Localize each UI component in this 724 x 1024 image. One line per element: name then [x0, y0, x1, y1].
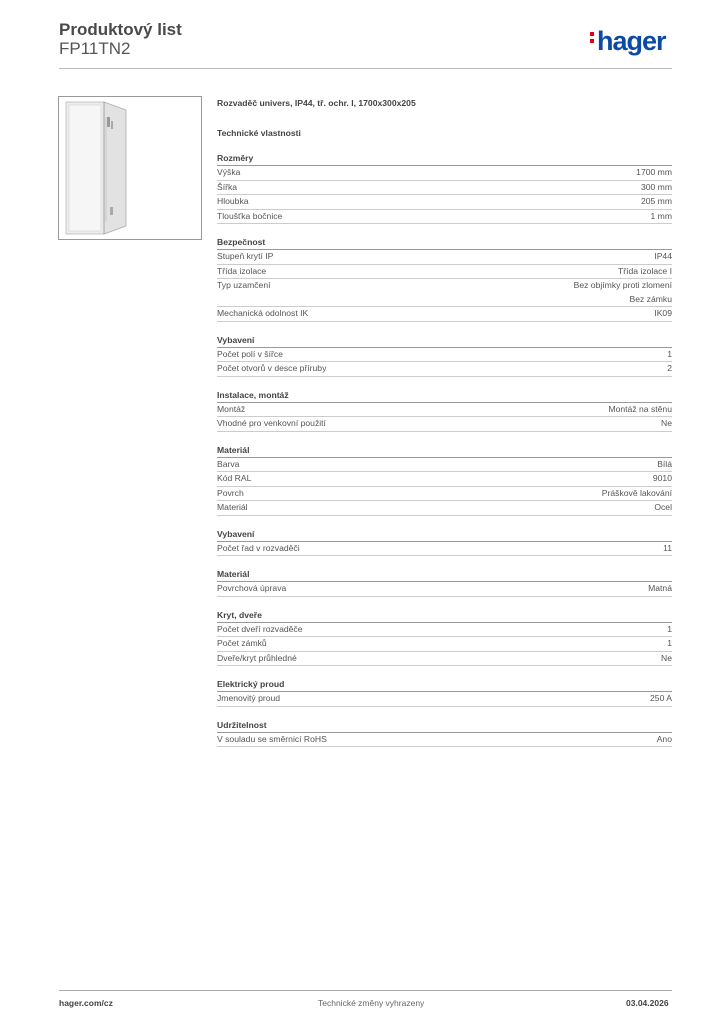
footer-date: 03.04.2026: [626, 998, 669, 1008]
spec-label: Šířka: [217, 181, 238, 192]
spec-value: [648, 582, 672, 596]
spec-section: [217, 388, 672, 432]
footer-website: hager.com/cz: [59, 998, 113, 1008]
spec-section: [217, 718, 672, 748]
spec-value: [641, 195, 672, 209]
spec-section: [217, 235, 672, 322]
spec-sheet: [217, 96, 672, 747]
spec-label: Typ uzamčení: [217, 280, 271, 290]
spec-label: Počet otvorů v desce příruby: [217, 363, 327, 373]
spec-row: [217, 181, 672, 196]
spec-row: [217, 250, 672, 265]
product-code: FP11TN2: [59, 39, 131, 58]
spec-row: [217, 210, 672, 225]
spec-value-line: 1: [667, 623, 672, 634]
spec-value: [657, 733, 672, 747]
page-title: Produktový list: [59, 20, 182, 39]
spec-value: [667, 348, 672, 362]
spec-row: [217, 637, 672, 652]
spec-section: [217, 151, 672, 224]
spec-row: [217, 307, 672, 322]
spec-label: Hloubka: [217, 196, 249, 206]
spec-value-line: Ocel: [654, 502, 672, 512]
spec-value: [667, 623, 672, 637]
spec-value: [618, 265, 672, 279]
spec-value-line: IK09: [654, 308, 672, 318]
spec-section: [217, 333, 672, 377]
section-title: Vybavení: [217, 527, 672, 542]
spec-section: [217, 567, 672, 597]
spec-row: [217, 265, 672, 280]
spec-value: [654, 250, 672, 264]
spec-value-line: Ne: [661, 652, 672, 663]
spec-section: [217, 443, 672, 516]
spec-section: [217, 677, 672, 707]
section-title: Vybavení: [217, 333, 672, 348]
spec-label: Kód RAL: [217, 473, 252, 483]
spec-value: [641, 181, 672, 195]
enclosure-cabinet-icon: [59, 97, 201, 239]
spec-label: Počet dveří rozvaděče: [217, 623, 303, 634]
spec-value-line: 1 mm: [650, 210, 672, 221]
spec-value-line: 250 A: [650, 693, 672, 703]
spec-label: Třída izolace: [217, 265, 267, 276]
spec-label: Počet řad v rozvaděči: [217, 542, 300, 553]
spec-row: [217, 582, 672, 597]
spec-row: [217, 166, 672, 181]
spec-value: [663, 542, 672, 556]
spec-value: [653, 472, 672, 486]
spec-value: [608, 403, 672, 417]
section-title: Materiál: [217, 443, 672, 458]
spec-value-line: Montáž na stěnu: [608, 403, 672, 414]
spec-row: [217, 403, 672, 418]
spec-value-line: 1: [667, 638, 672, 648]
spec-row: [217, 195, 672, 210]
spec-row: [217, 733, 672, 748]
hager-logo: [590, 26, 666, 57]
spec-section: [217, 608, 672, 667]
spec-value: [602, 487, 672, 501]
spec-label: Jmenovitý proud: [217, 693, 281, 703]
section-title: Instalace, montáž: [217, 388, 672, 403]
spec-value-line: 1700 mm: [636, 167, 672, 177]
spec-value: [657, 458, 672, 472]
technical-properties-heading: Technické vlastnosti: [217, 128, 301, 138]
spec-value: [654, 501, 672, 515]
spec-label: Počet polí v šířce: [217, 348, 283, 359]
spec-section: [217, 527, 672, 557]
spec-row: [217, 472, 672, 487]
spec-row: [217, 348, 672, 363]
spec-row: [217, 487, 672, 502]
section-title: Bezpečnost: [217, 235, 672, 250]
spec-label: Počet zámků: [217, 638, 267, 648]
spec-value: [636, 166, 672, 180]
spec-row: [217, 623, 672, 638]
logo-text: hager: [597, 26, 666, 56]
logo-dots-icon: [590, 26, 595, 46]
spec-value: [667, 362, 672, 376]
spec-label: Tloušťka bočnice: [217, 210, 283, 221]
product-image: [58, 96, 202, 240]
header-divider: [59, 68, 672, 69]
spec-row: [217, 458, 672, 473]
section-title: Rozměry: [217, 151, 672, 166]
section-title: Udržitelnost: [217, 718, 672, 733]
spec-value-line: 9010: [652, 473, 672, 483]
spec-label: Povrchová úprava: [217, 583, 287, 593]
spec-row: [217, 652, 672, 667]
section-title: Materiál: [217, 567, 672, 582]
spec-label: Výška: [217, 167, 241, 177]
spec-value-line: Ano: [656, 733, 672, 744]
spec-value: [661, 417, 672, 431]
spec-label: Stupeň krytí IP: [217, 251, 274, 261]
spec-value-line: Bez zámku: [629, 293, 672, 304]
spec-value-line: 2: [667, 363, 672, 373]
spec-value: [650, 692, 672, 706]
section-title: Elektrický proud: [217, 677, 672, 692]
spec-value: [654, 307, 672, 321]
footer-note: Technické změny vyhrazeny: [318, 998, 425, 1008]
footer-divider: [59, 990, 672, 991]
spec-value: [651, 210, 672, 224]
spec-row: [217, 417, 672, 432]
section-title: Kryt, dveře: [217, 608, 672, 623]
spec-row: [217, 279, 672, 307]
spec-label: Mechanická odolnost IK: [217, 308, 309, 318]
spec-value: [661, 652, 672, 666]
spec-value: [574, 279, 672, 306]
spec-value-line: Bílá: [657, 458, 672, 469]
spec-row: [217, 542, 672, 557]
product-name: Rozvaděč univers, IP44, tř. ochr. I, 1700x300x205: [217, 98, 416, 108]
spec-row: [217, 501, 672, 516]
spec-value-line: 205 mm: [640, 196, 672, 206]
spec-row: [217, 362, 672, 377]
spec-sections: [217, 151, 672, 747]
spec-label: Montáž: [217, 403, 246, 414]
spec-label: Barva: [217, 458, 240, 469]
spec-value-line: Práškově lakování: [601, 487, 672, 498]
spec-label: Materiál: [217, 502, 248, 512]
spec-value-line: Matná: [648, 583, 672, 593]
spec-value-line: Bez objímky proti zlomení: [573, 280, 672, 290]
spec-label: Vhodné pro venkovní použití: [217, 418, 326, 428]
spec-label: V souladu se směrnicí RoHS: [217, 733, 327, 744]
spec-label: Povrch: [217, 487, 244, 498]
spec-value-line: Třída izolace I: [618, 265, 672, 276]
spec-label: Dveře/kryt průhledné: [217, 652, 297, 663]
spec-value-line: 11: [663, 542, 672, 553]
spec-value-line: IP44: [654, 251, 672, 261]
spec-value-line: Ne: [661, 418, 672, 428]
spec-value: [667, 637, 672, 651]
spec-value-line: 300 mm: [640, 181, 672, 192]
spec-value-line: 1: [667, 348, 672, 359]
spec-row: [217, 692, 672, 707]
